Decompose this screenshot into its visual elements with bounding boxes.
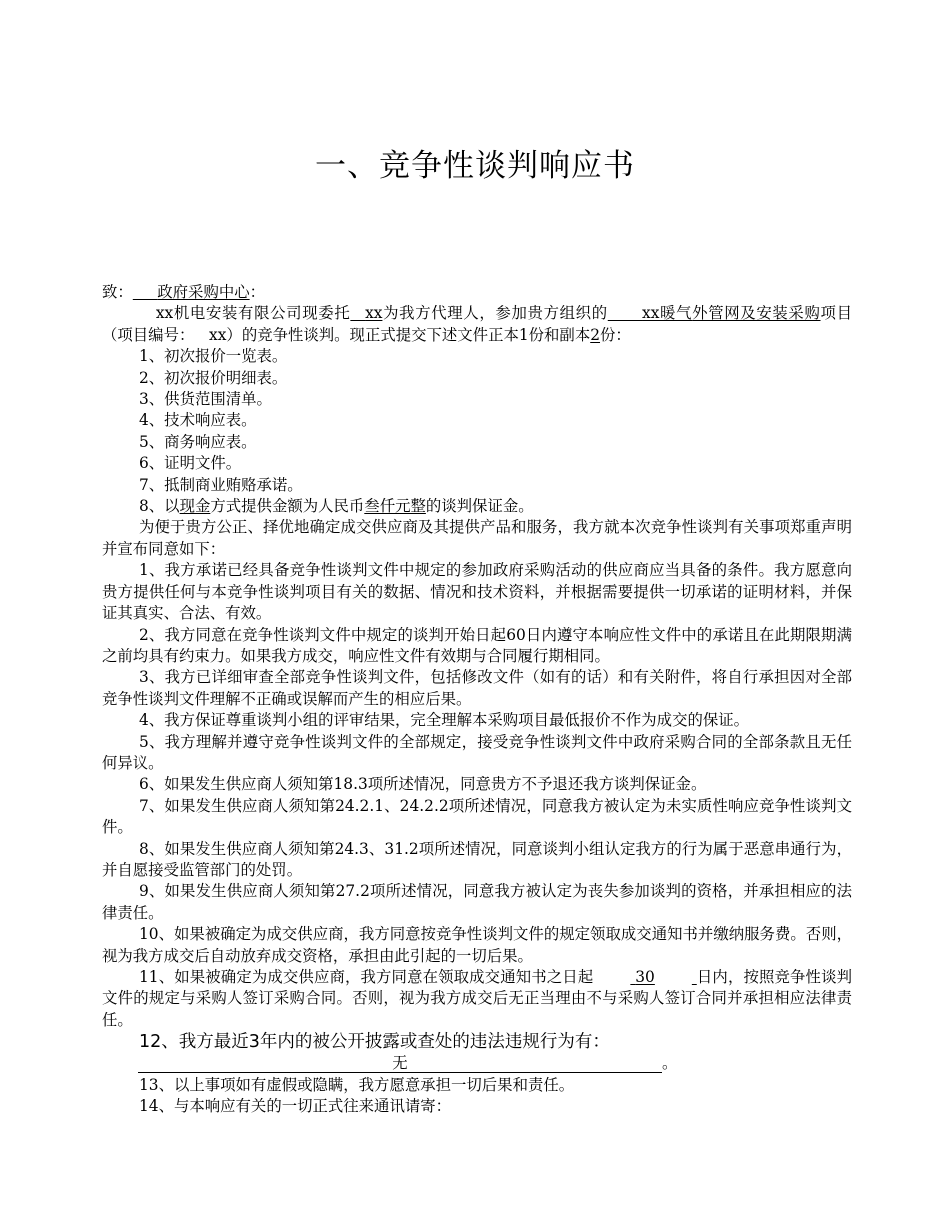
clause-9: 9、如果发生供应商人须知第27.2项所述情况，同意我方被认定为丧失参加谈判的资格，并承担相应的法律责任。 (102, 882, 852, 922)
deposit-suffix: 的谈判保证金。 (425, 497, 534, 516)
copies-prefix: 本 (574, 325, 591, 344)
clause-14: 14、与本响应有关的一切正式往来通讯请寄： (139, 1097, 452, 1116)
copies-suffix: 份： (600, 325, 631, 344)
document-list-item: 2、初次报价明细表。 (139, 368, 288, 387)
project-number: xx (209, 325, 227, 344)
clause-3: 3、我方已详细审查全部竞争性谈判文件，包括修改文件（如有的话）和有关附件，将自行承担因对全部竞争性谈判文件理解不正确或误解而产生的相应后果。 (102, 668, 852, 708)
clause-4: 4、我方保证尊重谈判小组的评审结果，完全理解本采购项目最低报价不作为成交的保证。 (139, 711, 750, 730)
project-name-part2: 外管网及安装采购 (692, 304, 821, 323)
addressee-suffix: ： (249, 283, 266, 301)
intro-company: xx机电安装有限公司现委托 (155, 304, 351, 323)
copies-count: 2 (590, 325, 601, 344)
clause-8: 8、如果发生供应商人须知第24.3、31.2项所述情况，同意谈判小组认定我方的行为属于恶意串通行为，并自愿接受监管部门的处罚。 (102, 839, 852, 879)
document-body (102, 282, 852, 1117)
document-list-item: 5、商务响应表。 (139, 432, 257, 451)
intro-paragraph (102, 303, 852, 346)
project-name-part1: xx暖气 (642, 304, 693, 323)
addressee-lead-blank (133, 282, 157, 303)
clause-7: 7、如果发生供应商人须知第24.2.1、24.2.2项所述情况，同意我方被认定为未实质性响应竞争性谈判文件。 (102, 796, 852, 837)
agent-suffix: 为我方代理人，参加贵方组织的 (382, 304, 608, 323)
agent-name: xx (365, 304, 383, 323)
clause-12-answer: 无 (138, 1054, 662, 1073)
addressee-prefix: 致： (102, 283, 133, 301)
clause-5: 5、我方理解并遵守竞争性谈判文件的全部规定，接受竞争性谈判文件中政府采购合同的全部条款且无任何异议。 (102, 732, 852, 772)
deposit-prefix: 8、以 (139, 497, 180, 516)
clause-13: 13、以上事项如有虚假或隐瞒，我方愿意承担一切后果和责任。 (139, 1075, 575, 1094)
document-list-item: 6、证明文件。 (139, 454, 242, 473)
document-list-item: 1、初次报价一览表。 (139, 347, 288, 366)
document-title: 一、竞争性谈判响应书 (315, 148, 635, 184)
clause-11 (102, 967, 852, 1031)
clause-6: 6、如果发生供应商人须知第18.3项所述情况，同意贵方不予退还我方谈判保证金。 (139, 775, 707, 794)
clause-10: 10、如果被确定为成交供应商，我方同意按竞争性谈判文件的规定领取成交通知书并缴纳服务费。否则，视为我方成交后自动放弃成交资格，承担由此引起的一切后果。 (102, 925, 852, 965)
clause-12: 12、我方最近3年内的被公开披露或查处的违法违规行为有： (139, 1032, 610, 1053)
addressee-line (102, 282, 852, 303)
deposit-middle: 方式提供金额为人民币 (210, 497, 365, 516)
deposit-method: 现金 (179, 497, 211, 516)
clause-12-end: 。 (662, 1054, 678, 1073)
deposit-line (102, 496, 852, 517)
project-suffix: 项目（项目编号： (102, 304, 852, 344)
clause-11-suffix: 日内，按照竞争性谈判文件的规定与采购人签订采购合同。否则，视为我方成交后无正当理由不与采购人签订合同并承担相应法律责任。 (102, 968, 852, 1029)
clause-11-days: 30 (635, 968, 655, 986)
clause-12-answer-line (102, 1053, 852, 1074)
clause-1: 1、我方承诺已经具备竞争性谈判文件中规定的参加政府采购活动的供应商应当具备的条件。我方愿意向贵方提供任何与本竞争性谈判项目有关的数据、情况和技术资料，并根据需要提供一切承诺的证明材料，并保证其真实、合法、有效。 (102, 561, 852, 623)
document-list-item: 3、供货范围清单。 (139, 390, 272, 409)
addressee-name: 政府采购中心 (157, 283, 250, 301)
document-list-item: 7、抵制商业贿赂承诺。 (139, 475, 303, 494)
intro-rest: ）的竞争性谈判。现正式提交下述文件正本1份和副 (226, 325, 575, 344)
clause-2: 2、我方同意在竞争性谈判文件中规定的谈判开始日起60日内遵守本响应性文件中的承诺且在此期限期满之前均具有约束力。如果我方成交，响应性文件有效期与合同履行期相同。 (102, 625, 852, 665)
clause-11-prefix: 11、如果被确定为成交供应商，我方同意在领取成交通知书之日起 (139, 968, 594, 986)
deposit-amount: 叁仟元整 (364, 497, 426, 516)
declaration-intro: 为便于贵方公正、择优地确定成交供应商及其提供产品和服务，我方就本次竞争性谈判有关事项郑重声明并宣布同意如下： (102, 518, 852, 558)
document-list-item: 4、技术响应表。 (139, 411, 257, 430)
